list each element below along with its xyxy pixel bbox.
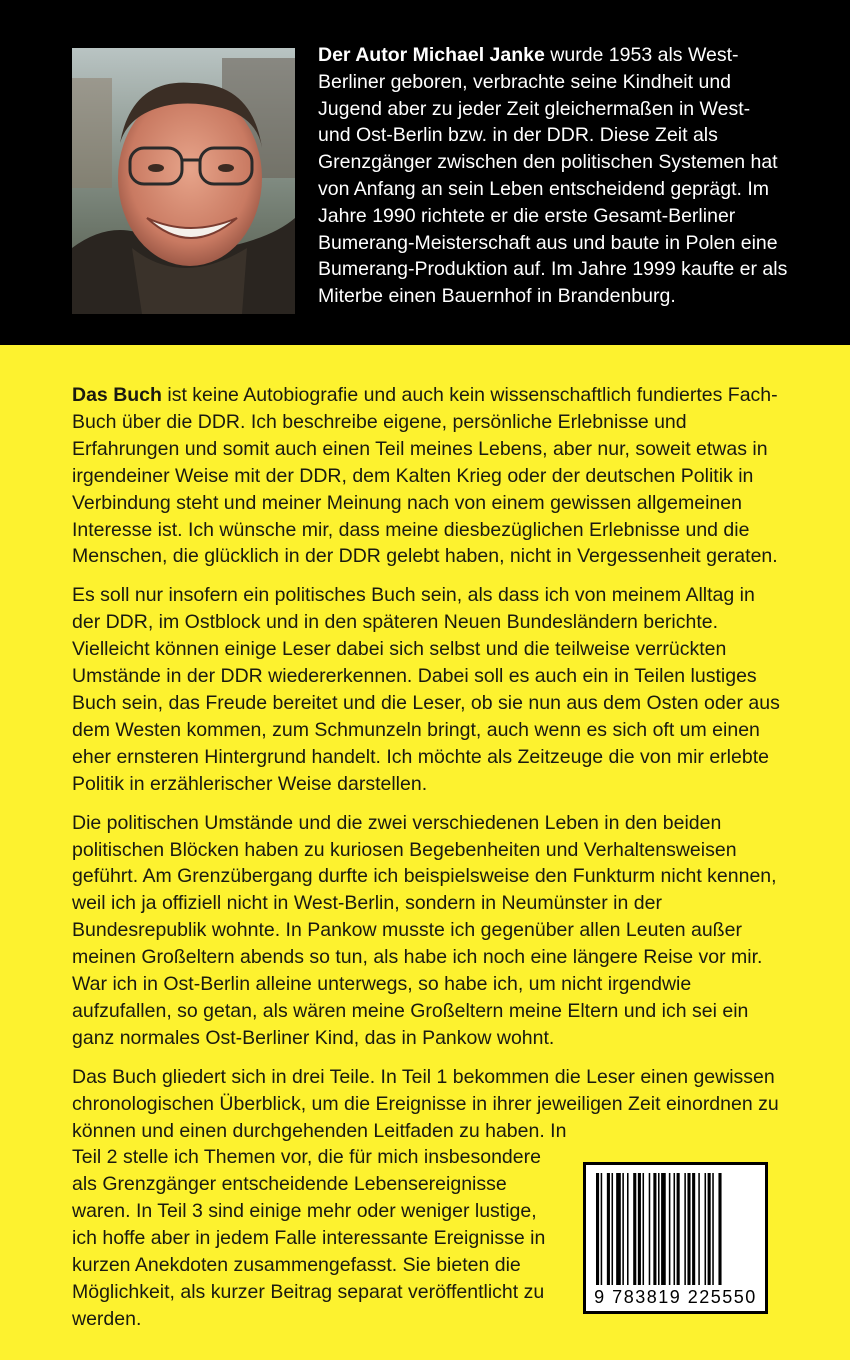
paragraph-1-text: ist keine Autobiografie und auch kein wissenschaftlich fundiertes Fach-Buch über die DDR. Ich beschreibe eigene, persönliche Erlebnisse und Erfahrungen und somit auch einen Teil meines Lebens, aber nur, soweit etwas in irgendeiner Weise mit der DDR, dem Kalten Krieg oder der deutschen Politik in Verbindung steht und meiner Meinung nach von einem gewissen allgemeinen Interesse ist. Ich wünsche mir, dass meine diesbezüglichen Erlebnisse und die Menschen, die glücklich in der DDR gelebt haben, nicht in Vergessenheit geraten. [72,384,778,568]
author-bio-text: wurde 1953 als West-Berliner geboren, verbrachte seine Kindheit und Jugend aber zu jeder Zeit gleichermaßen in West- und Ost-Berlin bzw. in der DDR. Diese Zeit als Grenzgänger zwischen den politischen Systemen hat von Anfang an sein Leben entscheidend geprägt. Im Jahre 1990 richtete er die erste Gesamt-Berliner Bumerang-Meisterschaft aus und baute in Polen eine Bumerang-Produktion auf. Im Jahre 1999 kaufte er als Miterbe einen Bauernhof in Brandenburg. [318,44,788,308]
barcode-bar [658,1173,660,1285]
barcode-bar [607,1173,610,1285]
barcode-bar [638,1173,641,1285]
author-portrait-illustration [72,48,295,314]
author-bio [318,42,788,310]
barcode-bar [705,1173,707,1285]
author-photo [72,48,295,314]
description-paragraph-3: Die politischen Umstände und die zwei verschiedenen Leben in den beiden politischen Blöcken haben zu kuriosen Begebenheiten und Verhaltensweisen geführt. Am Grenzübergang durfte ich beispielsweise den Funkturm nicht kennen, weil ich ja offiziell nicht in West-Berlin, sondern in Neumünster in der Bundesrepublik wohnte. In Pankow musste ich gegenüber allen Leuten außer meinen Großeltern abends so tun, als habe ich noch eine längere Reise vor mir. War ich in Ost-Berlin alleine unterwegs, so habe ich, um nicht irgendwie aufzufallen, so getan, als wären meine Großeltern meine Eltern und ich sei ein ganz normales Ost-Berliner Kind, das in Pankow wohnt. [72,811,777,1049]
author-band [0,0,850,345]
barcode-bar [643,1173,645,1285]
barcode-bar [616,1173,621,1285]
barcode-bar [698,1173,700,1285]
barcode-bar [677,1173,680,1285]
barcode-bar [692,1173,695,1285]
barcode-bar [669,1173,671,1285]
barcode-bar [687,1173,690,1285]
barcode-bar [633,1173,636,1285]
barcode-bar [684,1173,686,1285]
isbn-barcode [583,1162,768,1314]
barcode-bar [712,1173,714,1285]
barcode-bar [601,1173,603,1285]
paragraph-4-rest: Teil 2 stelle ich Themen vor, die für mich insbesondere als Grenzgänger entscheidende Lebensereignisse waren. In Teil 3 sind einige mehr oder weniger lustige, ich hoffe aber in jedem Falle interessante Ereignisse in kurzen Anekdoten zusammengefasst. Sie bieten die Möglichkeit, als kurzer Beitrag separat veröffentlicht zu werden. [72,1146,546,1330]
barcode-bar [653,1173,656,1285]
barcode-number: 9 783819 225550 [594,1287,757,1307]
barcode-bar [622,1173,624,1285]
barcode-bar [649,1173,651,1285]
barcode-bar [718,1173,721,1285]
book-lead: Das Buch [72,384,162,406]
barcode-bar [708,1173,711,1285]
barcode-bar [661,1173,666,1285]
barcode-bars [596,1173,755,1285]
barcode-bar [596,1173,599,1285]
barcode-bar [674,1173,676,1285]
paragraph-4-full-width: Das Buch gliedert sich in drei Teile. In Teil 1 bekommen die Leser einen gewissen chronologischen Überblick, um die Ereignisse in ihrer jeweiligen Zeit einordnen zu können und einen durchgehenden Leitfaden zu haben. In [72,1065,779,1142]
barcode-bar [612,1173,614,1285]
description-paragraph-2: Es soll nur insofern ein politisches Buch sein, als dass ich von meinem Alltag in der DDR, im Ostblock und in den späteren Neuen Bundesländern berichte. Vielleicht können einige Leser dabei sich selbst und die teilweise verrückten Umstände in der DDR wiedererkennen. Dabei soll es auch ein in Teilen lustiges Buch sein, das Freude bereitet und die Leser, ob sie nun aus dem Osten oder aus dem Westen kommen, zum Schmunzeln bringt, auch wenn es sich oft um einen eher ernsteren Hintergrund handelt. Ich möchte als Zeitzeuge die von mir erlebte Politik in erzählerischer Weise darstellen. [72,584,780,795]
description-paragraph-1 [72,382,780,570]
barcode-bar [627,1173,629,1285]
author-bio-lead: Der Autor Michael Janke [318,44,545,66]
